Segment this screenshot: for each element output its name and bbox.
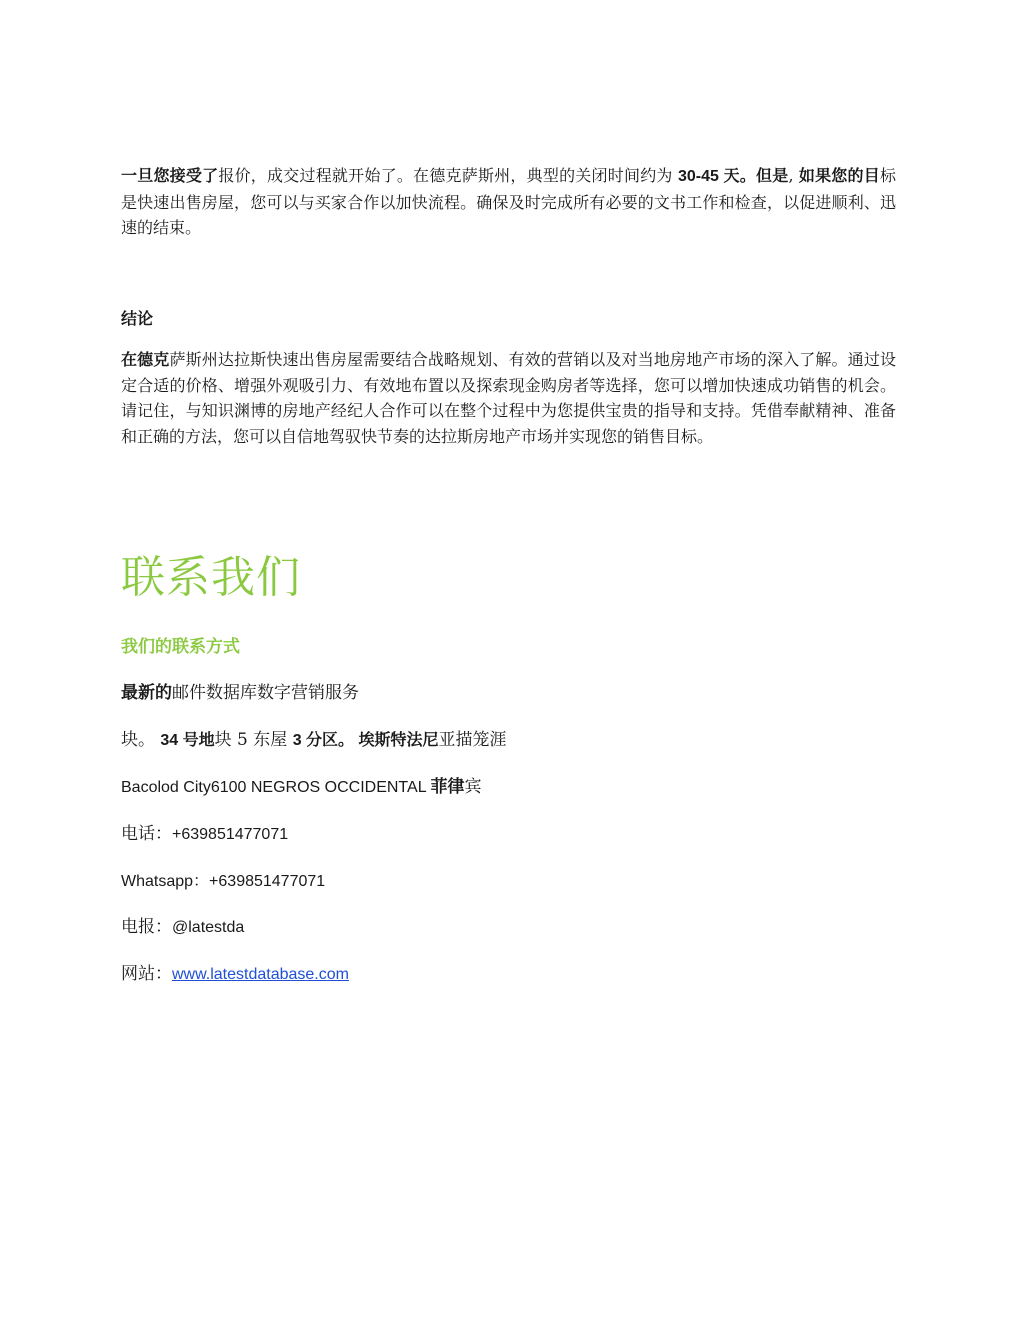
address-line-2 xyxy=(121,775,481,800)
address-part: 34 号地 xyxy=(160,732,215,749)
paragraph-lead: 一旦您接受了 xyxy=(121,166,219,185)
whatsapp-value: +639851477071 xyxy=(209,873,326,890)
paragraph-text: 萨斯州达拉斯快速出售房屋需要结合战略规划、有效的营销以及对当地房地产市场的深入了解。通过设定合适的价格、增强外观吸引力、有效地布置以及探索现金购房者等选择，您可以增加快速成功销售的机会。请记住，与知识渊博的房地产经纪人合作可以在整个过程中为您提供宝贵的指导和支持。凭借奉献精神、准备和正确的方法，您可以自信地驾驭快节奏的达拉斯房地产市场并实现您的销售目标。 xyxy=(121,350,896,446)
website-label: 网站： xyxy=(121,964,172,984)
paragraph-text: 报价，成交过程就开始了。在德克萨斯州，典型的关闭时间约为 xyxy=(218,166,678,185)
whatsapp-line xyxy=(121,869,325,894)
paragraph-text: , xyxy=(788,166,799,185)
document-page xyxy=(121,0,896,1325)
address-line-1 xyxy=(121,728,506,753)
conclusion-paragraph xyxy=(121,347,896,449)
service-text: 邮件数据库数字营销服务 xyxy=(172,683,359,703)
address-part: 块 5 东屋 xyxy=(214,730,293,750)
paragraph-emphasis: 如果您的目 xyxy=(798,166,880,185)
closing-range: 30-45 天。但是 xyxy=(677,168,789,185)
telegram-label: 电报： xyxy=(121,917,172,937)
paragraph-text: 标是快速出售房屋，您可以与买家合作以加快流程。确保及时完成所有必要的文书工作和检查，以促进顺利、迅速的结束。 xyxy=(121,166,896,237)
phone-value: +639851477071 xyxy=(172,826,289,843)
address-part: 3 分区。 埃斯特法尼 xyxy=(292,732,439,749)
website-line xyxy=(121,962,349,987)
service-lead: 最新的 xyxy=(121,683,172,703)
address-part: 宾 xyxy=(464,777,482,797)
telegram-line xyxy=(121,915,244,940)
address-part: 菲律 xyxy=(430,777,465,797)
whatsapp-label: Whatsapp： xyxy=(121,873,210,890)
telegram-value: @latestda xyxy=(172,919,245,936)
closing-process-paragraph xyxy=(121,163,896,241)
contact-title: 联系我们 xyxy=(121,552,301,603)
address-part: 亚描笼涯 xyxy=(438,730,507,750)
paragraph-lead: 在德克 xyxy=(121,350,170,369)
service-line xyxy=(121,681,359,705)
address-part: Bacolod City6100 NEGROS OCCIDENTAL xyxy=(121,779,431,796)
website-link[interactable]: www.latestdatabase.com xyxy=(172,966,349,983)
conclusion-heading: 结论 xyxy=(121,309,154,328)
phone-label: 电话： xyxy=(121,824,172,844)
address-part: 块。 xyxy=(121,730,161,750)
contact-subtitle: 我们的联系方式 xyxy=(121,637,240,657)
phone-line xyxy=(121,822,288,847)
